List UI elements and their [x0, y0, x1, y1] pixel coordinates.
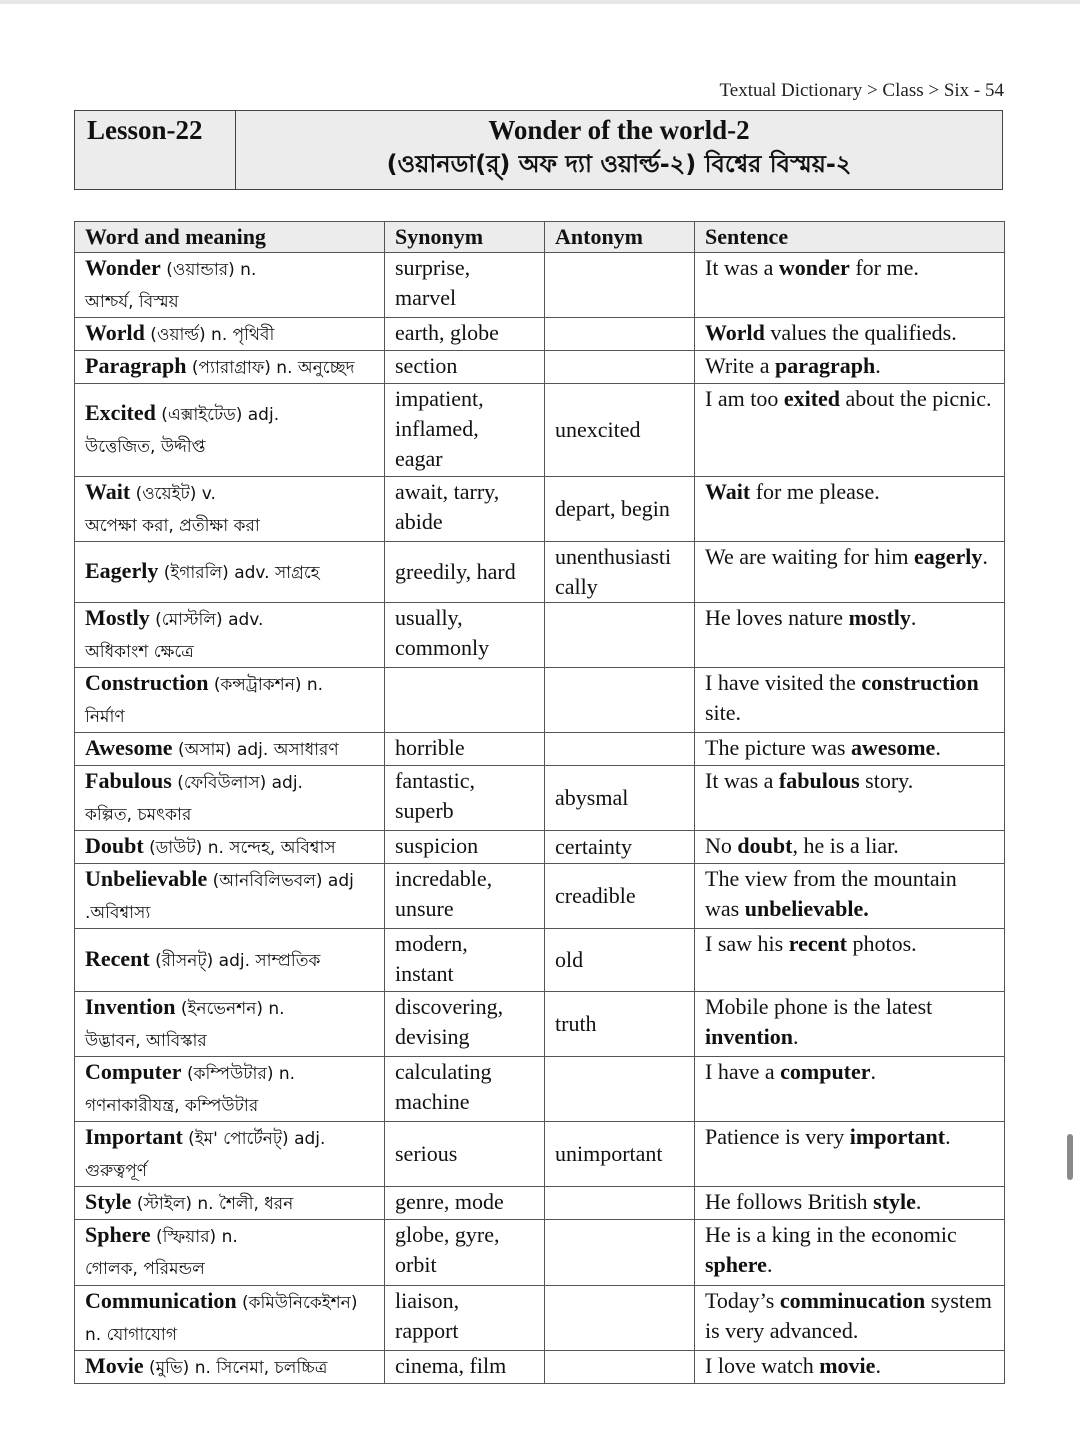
sentence-text: Patience is very [705, 1124, 850, 1149]
sentence-text: for me. [849, 255, 919, 280]
synonym-cell [385, 351, 545, 384]
table-row [75, 831, 1005, 864]
word-term: Eagerly [85, 558, 159, 583]
synonym-cell [385, 1187, 545, 1220]
word-term: Movie [85, 1353, 144, 1378]
sentence-text: It was a [705, 255, 779, 280]
sentence-text: I have visited the [705, 670, 862, 695]
word-pronunciation: (ইনভেনশন) n. [175, 999, 285, 1019]
word-pronunciation: (ডাউট) n. সন্দেহ, অবিশ্বাস [143, 838, 336, 858]
word-term: Recent [85, 946, 150, 971]
synonym-text: surprise, [395, 255, 471, 280]
synonym-cell [385, 766, 545, 831]
sentence-cell [695, 929, 1005, 992]
sentence-cell [695, 992, 1005, 1057]
antonym-text: depart, begin [555, 496, 670, 521]
word-pronunciation: (স্ফিয়ার) n. [150, 1227, 238, 1247]
synonym-text: incredable, [395, 866, 493, 891]
sentence-cell [695, 1220, 1005, 1286]
word-pronunciation: (মোস্টলি) adv. [149, 610, 264, 630]
word-pronunciation: (আনবিলিভবল) adj [207, 871, 354, 891]
synonym-text: section [395, 353, 458, 378]
sentence-cell [695, 1351, 1005, 1384]
sentence-keyword: unbelievable. [744, 896, 869, 921]
synonym-cell [385, 668, 545, 733]
sentence-cell [695, 831, 1005, 864]
synonym-cell [385, 603, 545, 668]
word-term: World [85, 320, 145, 345]
sentence-cell [695, 318, 1005, 351]
word-cell [75, 1286, 385, 1351]
antonym-text: truth [555, 1011, 597, 1036]
synonym-cell [385, 1122, 545, 1187]
table-row [75, 1286, 1005, 1351]
antonym-cell [545, 864, 695, 929]
sentence-cell [695, 603, 1005, 668]
word-cell [75, 766, 385, 831]
word-meaning: উদ্ভাবন, আবিস্কার [85, 1031, 207, 1051]
synonym-text: rapport [395, 1318, 459, 1343]
word-pronunciation: (মুভি) n. সিনেমা, চলচ্চিত্র [143, 1358, 328, 1378]
synonym-cell [385, 992, 545, 1057]
sentence-text: Write a [705, 353, 775, 378]
antonym-text: unenthusiasti [555, 544, 672, 569]
word-meaning: অপেক্ষা করা, প্রতীক্ষা করা [85, 516, 260, 536]
word-term: Awesome [85, 735, 173, 760]
antonym-cell [545, 384, 695, 477]
sentence-text: Today’s [705, 1288, 780, 1313]
vocabulary-body [75, 253, 1005, 1384]
sentence-keyword: wonder [778, 255, 850, 280]
antonym-cell [545, 1286, 695, 1351]
word-meaning: গোলক, পরিমন্ডল [85, 1259, 205, 1279]
antonym-cell [545, 1057, 695, 1122]
table-row [75, 603, 1005, 668]
word-term: Wonder [85, 255, 161, 280]
synonym-text: devising [395, 1024, 470, 1049]
word-term: Mostly [85, 605, 150, 630]
lesson-title: Wonder of the world-2 [488, 115, 750, 145]
word-cell [75, 384, 385, 477]
word-meaning: গণনাকারীযন্ত্র, কম্পিউটার [85, 1096, 259, 1116]
table-row [75, 477, 1005, 542]
sentence-text: . [915, 1189, 922, 1214]
word-cell [75, 864, 385, 929]
word-term: Excited [85, 400, 156, 425]
table-row [75, 992, 1005, 1057]
table-row [75, 733, 1005, 766]
word-pronunciation: (ফেবিউলাস) adj. [171, 773, 303, 793]
sentence-cell [695, 1286, 1005, 1351]
synonym-text: earth, globe [395, 320, 499, 345]
word-pronunciation: (কন্সট্রাকশন) n. [208, 675, 324, 695]
word-meaning: নির্মাণ [85, 707, 125, 727]
word-cell [75, 1057, 385, 1122]
word-pronunciation: (কমিউনিকেইশন) [236, 1293, 358, 1313]
synonym-text: await, tarry, [395, 479, 500, 504]
synonym-text: modern, [395, 931, 468, 956]
sentence-text: for me please. [750, 479, 880, 504]
synonym-cell [385, 1286, 545, 1351]
synonym-cell [385, 1351, 545, 1384]
antonym-cell [545, 1220, 695, 1286]
synonym-text: orbit [395, 1252, 437, 1277]
word-pronunciation: (ওয়ান্ডার) n. [160, 260, 257, 280]
antonym-cell [545, 929, 695, 992]
sentence-keyword: comminucation [779, 1288, 926, 1313]
word-meaning: কল্পিত, চমৎকার [85, 805, 192, 825]
header-synonym: Synonym [385, 222, 545, 253]
word-pronunciation: (ইগারলি) adv. সাগ্রহে [158, 563, 320, 583]
word-meaning: .অবিশ্বাস্য [85, 903, 151, 923]
word-meaning: আশ্চর্য, বিস্ময় [85, 292, 179, 312]
lesson-label: Lesson-22 [75, 111, 236, 189]
table-row [75, 1187, 1005, 1220]
sentence-text: about the picnic. [840, 386, 992, 411]
antonym-cell [545, 542, 695, 603]
sentence-text: I love watch [705, 1353, 820, 1378]
antonym-cell [545, 766, 695, 831]
word-term: Unbelievable [85, 866, 208, 891]
sentence-keyword: doubt [737, 833, 793, 858]
synonym-text: unsure [395, 896, 454, 921]
sentence-keyword: eagerly [914, 544, 983, 569]
sentence-cell [695, 1057, 1005, 1122]
synonym-text: genre, mode [395, 1189, 504, 1214]
synonym-cell [385, 318, 545, 351]
sentence-text: I am too [705, 386, 784, 411]
synonym-text: greedily, hard [395, 559, 516, 584]
sentence-keyword: computer [780, 1059, 871, 1084]
word-pronunciation: (ওয়েইট) v. [130, 484, 216, 504]
table-row [75, 1122, 1005, 1187]
word-cell [75, 992, 385, 1057]
synonym-text: commonly [395, 635, 490, 660]
synonym-text: fantastic, [395, 768, 476, 793]
synonym-text: abide [395, 509, 443, 534]
sentence-cell [695, 668, 1005, 733]
table-row [75, 384, 1005, 477]
word-term: Style [85, 1189, 132, 1214]
header-antonym: Antonym [545, 222, 695, 253]
synonym-cell [385, 1220, 545, 1286]
word-term: Important [85, 1124, 183, 1149]
sentence-text: story. [859, 768, 914, 793]
sentence-text: He is a king in the economic [705, 1222, 957, 1247]
word-term: Paragraph [85, 353, 187, 378]
antonym-cell [545, 1351, 695, 1384]
sentence-keyword: exited [783, 386, 841, 411]
word-cell [75, 477, 385, 542]
word-cell [75, 253, 385, 318]
table-row [75, 668, 1005, 733]
sentence-text: The picture was [705, 735, 851, 760]
word-pronunciation: (অসাম) adj. অসাধারণ [172, 740, 339, 760]
word-meaning: গুরুত্বপূর্ণ [85, 1161, 148, 1181]
page-top-border [0, 0, 1080, 4]
word-meaning: n. যোগাযোগ [85, 1325, 177, 1345]
synonym-cell [385, 384, 545, 477]
sentence-keyword: sphere [705, 1252, 767, 1277]
sentence-keyword: recent [788, 931, 847, 956]
antonym-text: old [555, 947, 584, 972]
synonym-text: serious [395, 1141, 458, 1166]
table-row [75, 318, 1005, 351]
word-term: Computer [85, 1059, 182, 1084]
word-cell [75, 929, 385, 992]
sentence-cell [695, 477, 1005, 542]
sentence-cell [695, 864, 1005, 929]
running-header: Textual Dictionary > Class > Six - 54 [719, 80, 1004, 101]
sentence-text: . [793, 1024, 799, 1049]
synonym-text: impatient, [395, 386, 484, 411]
antonym-text: creadible [555, 883, 636, 908]
sentence-cell [695, 384, 1005, 477]
header-sentence: Sentence [695, 222, 1005, 253]
sentence-cell [695, 733, 1005, 766]
synonym-cell [385, 542, 545, 603]
sentence-keyword: paragraph [774, 353, 876, 378]
sentence-text: . [935, 735, 941, 760]
table-row [75, 542, 1005, 603]
word-term: Construction [85, 670, 209, 695]
sentence-text: He loves nature [705, 605, 849, 630]
sentence-cell [695, 766, 1005, 831]
word-cell [75, 318, 385, 351]
sentence-text: . [910, 605, 917, 630]
word-meaning: অধিকাংশ ক্ষেত্রে [85, 642, 194, 662]
word-pronunciation: (ইম' পোর্টেনট্) adj. [182, 1129, 326, 1149]
synonym-cell [385, 1057, 545, 1122]
sentence-keyword: fabulous [778, 768, 860, 793]
synonym-text: globe, gyre, [395, 1222, 500, 1247]
sentence-cell [695, 542, 1005, 603]
synonym-text: superb [395, 798, 454, 823]
sentence-text: I have a [705, 1059, 781, 1084]
sentence-keyword: invention [705, 1024, 794, 1049]
word-cell [75, 1220, 385, 1286]
antonym-cell [545, 1122, 695, 1187]
sentence-cell [695, 351, 1005, 384]
antonym-text: certainty [555, 834, 632, 859]
antonym-text: abysmal [555, 785, 629, 810]
antonym-cell [545, 668, 695, 733]
table-row [75, 864, 1005, 929]
sentence-text: system is very advanced. [705, 1288, 992, 1343]
word-meaning: উত্তেজিত, উদ্দীপ্ত [85, 437, 206, 457]
sentence-text: . [875, 353, 881, 378]
sentence-keyword: movie [819, 1353, 876, 1378]
table-header-row [75, 222, 1005, 253]
synonym-text: usually, [395, 605, 463, 630]
sentence-text: values the qualifieds. [764, 320, 957, 345]
word-term: Doubt [85, 833, 144, 858]
antonym-cell [545, 1187, 695, 1220]
synonym-text: marvel [395, 285, 457, 310]
table-row [75, 1220, 1005, 1286]
word-pronunciation: (কম্পিউটার) n. [181, 1064, 296, 1084]
sentence-keyword: important [849, 1124, 946, 1149]
table-row [75, 1057, 1005, 1122]
sentence-text: We are waiting for him [705, 544, 914, 569]
sentence-keyword: construction [861, 670, 979, 695]
antonym-cell [545, 477, 695, 542]
table-row [75, 253, 1005, 318]
antonym-cell [545, 253, 695, 318]
sentence-text: He follows British [705, 1189, 874, 1214]
synonym-text: suspicion [395, 833, 479, 858]
word-term: Sphere [85, 1222, 151, 1247]
word-pronunciation: (রীসনট্) adj. সাম্প্রতিক [149, 951, 321, 971]
lesson-header-box [74, 110, 1003, 190]
word-cell [75, 668, 385, 733]
word-pronunciation: (প্যারাগ্রাফ) n. অনুচ্ছেদ [186, 358, 355, 378]
word-pronunciation: (ওয়ার্ল্ড) n. পৃথিবী [144, 325, 275, 345]
antonym-cell [545, 992, 695, 1057]
sentence-text: No [705, 833, 738, 858]
word-term: Communication [85, 1288, 237, 1313]
synonym-cell [385, 477, 545, 542]
synonym-text: inflamed, [395, 416, 479, 441]
word-cell [75, 831, 385, 864]
synonym-text: instant [395, 961, 454, 986]
sentence-cell [695, 1122, 1005, 1187]
sentence-cell [695, 253, 1005, 318]
synonym-text: cinema, film [395, 1353, 507, 1378]
sentence-keyword: World [705, 320, 765, 345]
word-cell [75, 351, 385, 384]
sentence-keyword: awesome [851, 735, 936, 760]
lesson-titles [236, 111, 1002, 189]
sentence-text: Mobile phone is the latest [705, 994, 933, 1019]
word-pronunciation: (স্টাইল) n. শৈলী, ধরন [131, 1194, 294, 1214]
antonym-cell [545, 603, 695, 668]
synonym-text: calculating [395, 1059, 492, 1084]
scrollbar-thumb[interactable] [1067, 1134, 1073, 1180]
sentence-cell [695, 1187, 1005, 1220]
sentence-text: . [870, 1059, 877, 1084]
synonym-cell [385, 864, 545, 929]
sentence-text: The view from the mountain was [705, 866, 957, 921]
sentence-text: I saw his [705, 931, 789, 956]
sentence-text: site. [705, 700, 742, 725]
word-cell [75, 1187, 385, 1220]
synonym-text: discovering, [395, 994, 504, 1019]
sentence-text: . [766, 1252, 773, 1277]
synonym-cell [385, 929, 545, 992]
synonym-text: liaison, [395, 1288, 460, 1313]
antonym-cell [545, 733, 695, 766]
sentence-keyword: style [873, 1189, 916, 1214]
word-pronunciation: (এক্সাইটেড) adj. [155, 405, 280, 425]
word-term: Wait [85, 479, 131, 504]
sentence-text: , he is a liar. [792, 833, 899, 858]
synonym-text: eagar [395, 446, 443, 471]
word-cell [75, 1122, 385, 1187]
synonym-cell [385, 831, 545, 864]
table-row [75, 929, 1005, 992]
word-cell [75, 603, 385, 668]
word-term: Invention [85, 994, 176, 1019]
antonym-text: unexcited [555, 417, 641, 442]
header-word: Word and meaning [75, 222, 385, 253]
sentence-text: . [945, 1124, 951, 1149]
sentence-keyword: mostly [848, 605, 911, 630]
table-row [75, 1351, 1005, 1384]
synonym-cell [385, 733, 545, 766]
antonym-cell [545, 318, 695, 351]
table-row [75, 766, 1005, 831]
antonym-cell [545, 351, 695, 384]
sentence-text: . [982, 544, 988, 569]
sentence-text: photos. [846, 931, 917, 956]
synonym-text: machine [395, 1089, 470, 1114]
synonym-text: horrible [395, 735, 465, 760]
sentence-keyword: Wait [705, 479, 751, 504]
word-cell [75, 1351, 385, 1384]
word-cell [75, 542, 385, 603]
antonym-text: cally [555, 574, 598, 599]
antonym-cell [545, 831, 695, 864]
table-row [75, 351, 1005, 384]
word-cell [75, 733, 385, 766]
antonym-text: unimportant [555, 1141, 663, 1166]
lesson-subtitle: (ওয়ানডা(র্) অফ দ্যা ওয়ার্ল্ড-২) বিশ্বের বিস্ময়-২ [386, 150, 852, 178]
word-term: Fabulous [85, 768, 172, 793]
sentence-text: It was a [705, 768, 779, 793]
vocabulary-table [74, 221, 1005, 1384]
sentence-text: . [875, 1353, 881, 1378]
synonym-cell [385, 253, 545, 318]
